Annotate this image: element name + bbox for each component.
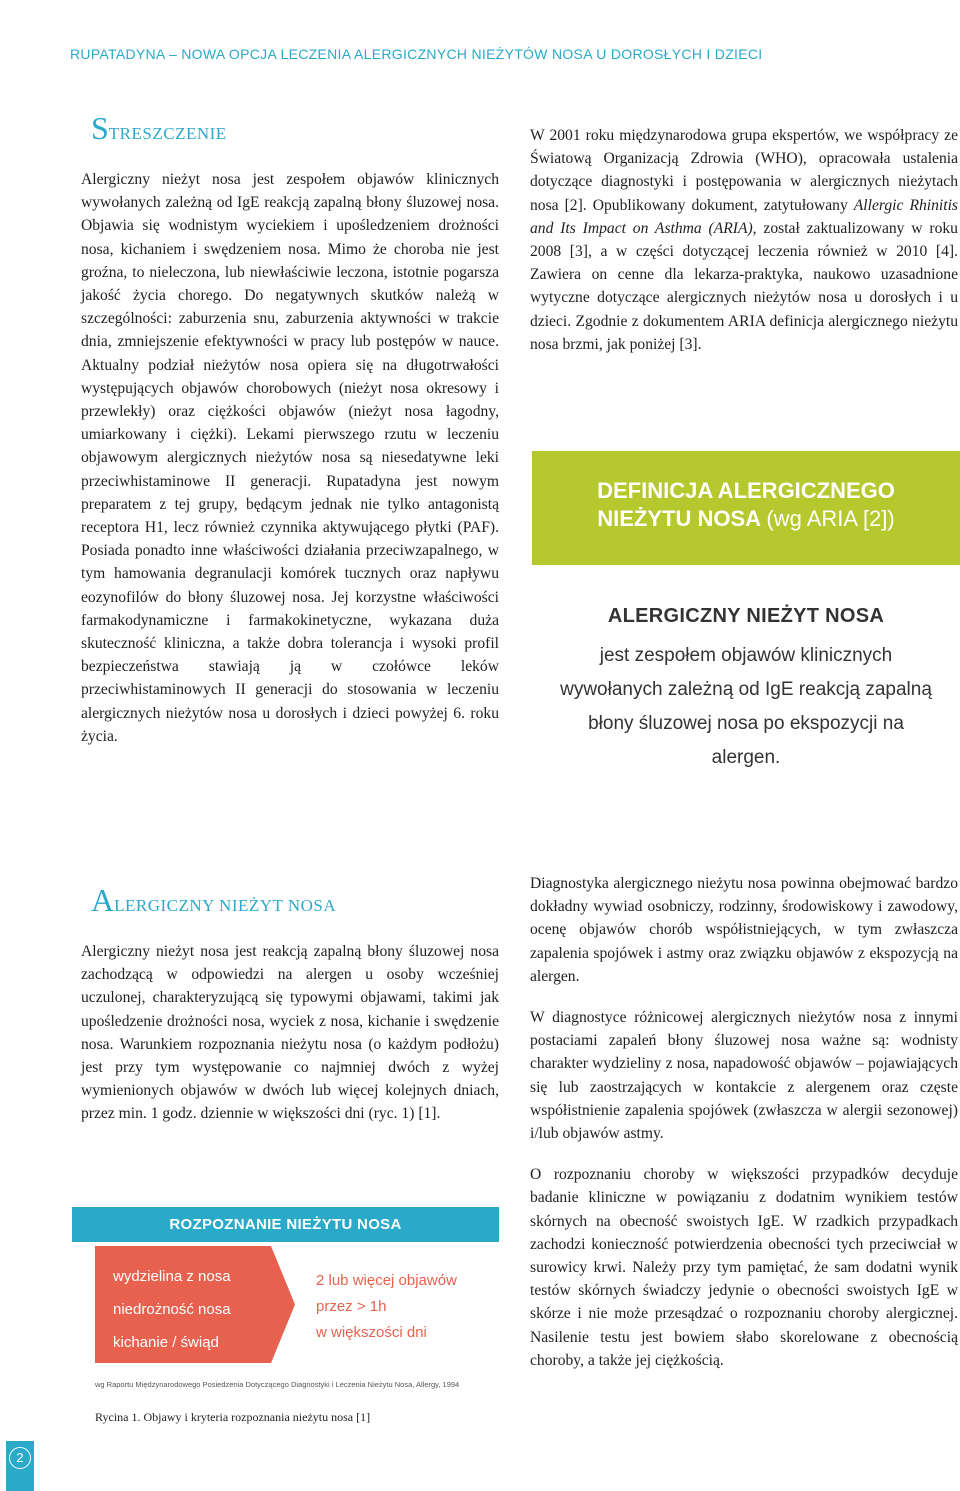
figure-header: ROZPOZNANIE NIEŻYTU NOSA — [72, 1207, 499, 1242]
abstract-heading-rest: TRESZCZENIE — [108, 124, 227, 143]
symptom-item: wydzielina z nosa — [113, 1268, 231, 1285]
figure-caption: Rycina 1. Objawy i kryteria rozpoznania nieżytu nosa [1] — [95, 1410, 371, 1424]
definition-title — [532, 477, 960, 533]
diagnostics-paragraph-1: Diagnostyka alergicznego nieżytu nosa powinna obejmować bardzo dokładny wywiad osobniczy, rodzinny, środowiskowy i zawodowy, ocenę objawów chorób współistniejących, w tym zwłaszcza zapalenia spojówek i astmy oraz związku objawów z ekspozycją na alergen. — [530, 875, 958, 985]
criteria-item: 2 lub więcej objawów — [316, 1272, 457, 1289]
figure-source: wg Raportu Międzynarodowego Posiedzenia Dotyczącego Diagnostyki i Leczenia Nieżytu Nosa, Allergy, 1994 — [95, 1380, 460, 1389]
intro-text-a: W 2001 roku międzynarodowa grupa ekspertów, we współpracy ze Światową Organizacją Zdrowia (WHO), opracowała ustalenia dotyczące diagnostyki i postępowania w alergicznych nieżytach nosa [2]. Opublikowany dokument, zatytułowany — [530, 127, 958, 214]
diagnostics-column — [530, 872, 958, 1372]
abstract-heading — [91, 112, 227, 144]
diagnostics-paragraph-3: O rozpoznaniu choroby w większości przypadków decyduje badanie kliniczne w powiązaniu z dodatnim wynikiem testów skórnych na obecność swoistych IgE. W rzadkich przypadkach zachodzi konieczność potwierdzenia obecności tych przeciwciał w surowicy krwi. Należy przy tym pamiętać, że sam dodatni wynik testów skórnych świadczy jedynie o obecności swoistych IgE w skórze i nie może przesądzać o rozpoznaniu choroby alergicznej. Nasilenie testu jest bowiem słabo skorelowane z obecnością choroby, a także jej ciężkością. — [530, 1166, 958, 1369]
definition-title-line2 — [532, 505, 960, 533]
abstract-heading-cap: S — [91, 110, 109, 146]
criteria-item: w większości dni — [316, 1324, 427, 1341]
definition-text: jest zespołem objawów klinicznych wywołanych zależną od IgE reakcją zapalną błony śluzowej nosa po ekspozycji na alergen. — [560, 645, 932, 768]
definition-term: ALERGICZNY NIEŻYT NOSA — [607, 605, 885, 627]
diagnostics-paragraph-2: W diagnostyce różnicowej alergicznych nieżytów nosa z innymi postaciami zapaleń błony śluzowej nosa ważne są: wodnisty charakter wydzieliny z nosa, napadowość objawów – pojawiających się lub zaostrzających w kontakcie z alergenem oraz częste współistnienie zapalenia spojówek (zwłaszcza w alergii sezonowej) i/lub objawów astmy. — [530, 1009, 958, 1143]
definition-box — [532, 451, 960, 816]
definition-title-line1: DEFINICJA ALERGICZNEGO — [597, 478, 895, 503]
intro-column — [530, 124, 958, 356]
page-number: 2 — [9, 1447, 31, 1469]
abstract-paragraph: Alergiczny nieżyt nosa jest zespołem objawów klinicznych wywołanych zależną od IgE reakcją zapalną błony śluzowej nosa. Objawia się wodnistym wyciekiem i upośledzeniem drożności nosa, kichaniem i swędzeniem nosa. Mimo że choroba nie jest groźna, to nieleczona, lub niewłaściwie leczona, istotnie pogarsza jakość życia chorego. Do negatywnych skutków należą w szczególności: zaburzenia snu, zaburzenia aktywności w trakcie dnia, zmniejszenie efektywności w pracy lub postępów w nauce. Aktualny podział nieżytów nosa opiera się na długotrwałości występujących objawów chorobowych (nieżyt nosa okresowy i przewlekły) oraz ciężkości objawów (nieżyt nosa łagodny, umiarkowany i ciężki). Lekami pierwszego rzutu w leczeniu objawowym alergicznych nieżytów nosa są niesedatywne leki przeciwhistaminowe II generacji. Rupatadyna jest nowym preparatem z tej grupy, będącym jednak nie tylko antagonistą receptora H1, lecz również czynnika aktywującego płytki (PAF). Posiada ponadto inne właściwości działania przeciwzapalnego, w tym hamowania degranulacji komórek tucznych oraz napływu eozynofilów do błony śluzowej nosa. Jej korzystne właściwości farmakodynamiczne i farmakokinetyczne, wykazana duża skuteczność kliniczna, a także dobra tolerancja i wysoki profil bezpieczeństwa stawiają ją w czołówce leków przeciwhistaminowych II generacji do stosowania w leczeniu alergicznych nieżytów nosa u dorosłych i dzieci powyżej 6. roku życia. — [81, 171, 499, 745]
definition-content — [532, 565, 960, 816]
symptom-item: kichanie / świąd — [113, 1334, 219, 1351]
abstract-text-column — [81, 168, 499, 748]
symptom-item: niedrożność nosa — [113, 1301, 231, 1318]
running-header: RUPATADYNA – NOWA OPCJA LECZENIA ALERGICZNYCH NIEŻYTÓW NOSA U DOROSŁYCH I DZIECI — [70, 46, 763, 62]
section-heading-rest: LERGICZNY NIEŻYT NOSA — [114, 896, 337, 915]
criteria-item: przez > 1h — [316, 1298, 387, 1315]
intro-text-b: został zaktualizowany w roku 2008 [3], a w części dotyczącej leczenia również w 2010 [4]. Zawiera on cenne dla lekarza-praktyka, naukowo uzasadnione wytyczne dotyczące alergicznych nieżytów nosa u dorosłych i u dzieci. Zgodnie z dokumentem ARIA definicja alergicznego nieżytu nosa brzmi, jak poniżej [3]. — [530, 219, 958, 353]
definition-title-bold: NIEŻYTU NOSA — [597, 506, 761, 531]
section2-text-column — [81, 940, 499, 1126]
page-number-tab — [6, 1441, 34, 1491]
section-heading-cap: A — [91, 882, 115, 918]
intro-paragraph — [530, 124, 958, 356]
section-heading-allergic-rhinitis — [91, 884, 336, 916]
section2-paragraph: Alergiczny nieżyt nosa jest reakcją zapalną błony śluzowej nosa zachodzącą w odpowiedzi na alergen u osoby wcześniej uczulonej, charakteryzującą się typowymi objawami, takimi jak upośledzenie drożności nosa, wyciek z nosa, kichanie i swędzenie nosa. Warunkiem rozpoznania nieżytu nosa (o każdym podłożu) jest przy tym występowanie co najmniej dwóch z wyżej wymienionych objawów w dwóch lub więcej kolejnych dniach, przez min. 1 godz. dziennie w większości dni (ryc. 1) [1]. — [81, 943, 499, 1123]
definition-title-light: (wg ARIA [2]) — [766, 506, 895, 531]
aria-title: Allergic Rhinitis and Its Impact on Asthma (ARIA), — [530, 196, 958, 237]
